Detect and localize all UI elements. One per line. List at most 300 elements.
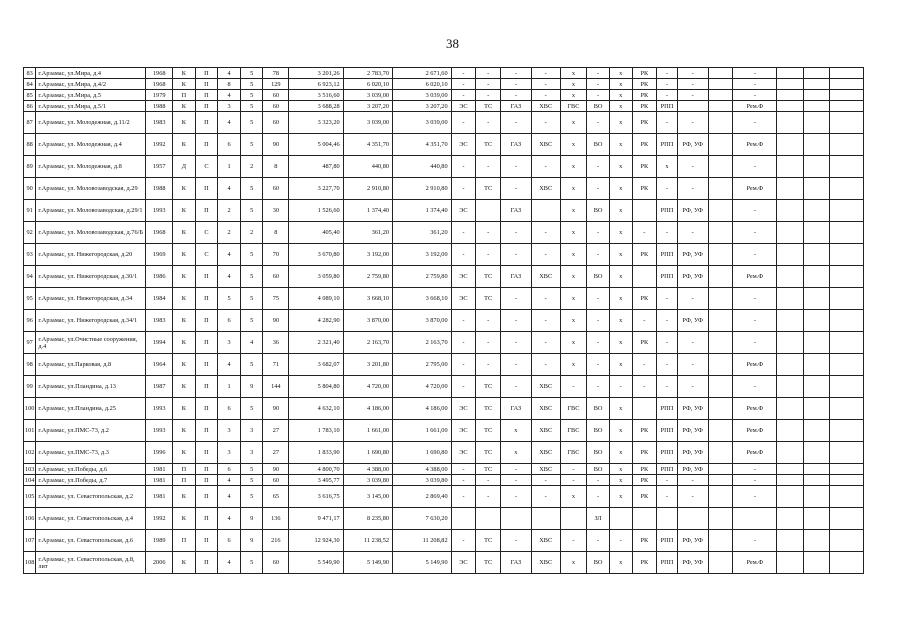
cell-gas: -	[500, 332, 531, 354]
cell-rpp: РПП	[657, 134, 678, 156]
cell-gas: -	[500, 79, 531, 90]
cell-residential-area: 3 039,00	[393, 90, 452, 101]
cell-col-x: -	[609, 376, 632, 398]
cell-col-c	[829, 222, 863, 244]
cell-facade: -	[677, 486, 708, 508]
cell-floors: 5	[240, 475, 263, 486]
cell-address: г.Арзамас, ул.Победы, д.7	[36, 475, 146, 486]
cell-living-area: 3 668,10	[343, 288, 392, 310]
cell-hot-water: х	[560, 552, 587, 574]
cell-heating: ТС	[476, 178, 501, 200]
cell-col-x: х	[609, 486, 632, 508]
cell-residential-area: 440,80	[393, 156, 452, 178]
table-row	[24, 112, 864, 134]
cell-floor-material: П	[195, 552, 218, 574]
cell-col-extra	[708, 288, 733, 310]
cell-row-number: 84	[24, 79, 36, 90]
cell-col-x: х	[609, 266, 632, 288]
cell-roof-repair: -	[632, 354, 657, 376]
cell-sewerage: -	[587, 244, 610, 266]
cell-col-extra	[708, 156, 733, 178]
cell-gas: -	[500, 310, 531, 332]
cell-col-b	[804, 486, 830, 508]
cell-floor-material: П	[195, 200, 218, 222]
cell-rpp: -	[657, 222, 678, 244]
cell-col-x: х	[609, 288, 632, 310]
cell-repair-fund: -	[733, 112, 777, 134]
cell-facade: РФ, УФ	[677, 552, 708, 574]
cell-repair-fund: -	[733, 244, 777, 266]
cell-col-extra	[708, 112, 733, 134]
cell-build-year: 1988	[146, 101, 173, 112]
cell-col-x: х	[609, 354, 632, 376]
cell-roof-repair: РК	[632, 486, 657, 508]
cell-cold-water: -	[531, 112, 560, 134]
cell-repair-fund: -	[733, 486, 777, 508]
cell-address: г.Арзамас, ул.Мира, д.5/1	[36, 101, 146, 112]
cell-hot-water: х	[560, 112, 587, 134]
cell-cold-water: ХВС	[531, 552, 560, 574]
cell-col-extra	[708, 178, 733, 200]
cell-col-a	[777, 486, 804, 508]
cell-total-area: 5 804,80	[289, 376, 343, 398]
cell-gas: х	[500, 420, 531, 442]
cell-build-year: 1957	[146, 156, 173, 178]
cell-col-c	[829, 112, 863, 134]
cell-living-area: 3 192,00	[343, 244, 392, 266]
cell-col-x: х	[609, 112, 632, 134]
cell-repair-fund: -	[733, 530, 777, 552]
cell-hot-water: х	[560, 332, 587, 354]
cell-sewerage: -	[587, 156, 610, 178]
cell-row-number: 95	[24, 288, 36, 310]
cell-heating: -	[476, 354, 501, 376]
cell-hot-water: х	[560, 288, 587, 310]
cell-facade: -	[677, 112, 708, 134]
cell-floors: 5	[240, 200, 263, 222]
cell-gas: -	[500, 112, 531, 134]
cell-wall-material: К	[173, 420, 196, 442]
cell-living-area: 2 163,70	[343, 332, 392, 354]
cell-build-year: 1979	[146, 90, 173, 101]
cell-gas: -	[500, 530, 531, 552]
cell-total-area: 9 471,17	[289, 508, 343, 530]
cell-address: г.Арзамас, ул.ПМС-73, д.2	[36, 420, 146, 442]
cell-col-b	[804, 222, 830, 244]
cell-residential-area: 2 163,70	[393, 332, 452, 354]
cell-residential-area: 2 759,80	[393, 266, 452, 288]
cell-floors: 5	[240, 90, 263, 101]
cell-total-area: 5 549,90	[289, 552, 343, 574]
cell-col-extra	[708, 420, 733, 442]
table-row	[24, 508, 864, 530]
cell-col-b	[804, 200, 830, 222]
cell-col-b	[804, 288, 830, 310]
cell-hot-water: х	[560, 79, 587, 90]
cell-col-extra	[708, 376, 733, 398]
cell-facade: -	[677, 288, 708, 310]
cell-address: г.Арзамас, ул.Мира, д.4	[36, 68, 146, 79]
cell-address: г.Арзамас, ул. Молодежная, д.4	[36, 134, 146, 156]
cell-col-c	[829, 266, 863, 288]
cell-col-a	[777, 222, 804, 244]
cell-build-year: 1987	[146, 376, 173, 398]
cell-repair-fund: -	[733, 310, 777, 332]
cell-heating: ТС	[476, 101, 501, 112]
cell-col-c	[829, 79, 863, 90]
cell-address: г.Арзамас, ул.Мира, д.5	[36, 90, 146, 101]
cell-row-number: 108	[24, 552, 36, 574]
cell-living-area: 1 661,00	[343, 420, 392, 442]
cell-sewerage: -	[587, 288, 610, 310]
cell-living-area: 3 039,80	[343, 475, 392, 486]
cell-facade: РФ, УФ	[677, 530, 708, 552]
cell-apartments: 78	[263, 68, 289, 79]
cell-col-b	[804, 475, 830, 486]
cell-col-x: х	[609, 134, 632, 156]
cell-col-c	[829, 288, 863, 310]
cell-heating	[476, 508, 501, 530]
cell-living-area: 4 186,00	[343, 398, 392, 420]
table-row	[24, 376, 864, 398]
cell-heating: ТС	[476, 134, 501, 156]
cell-repair-fund: Рем.Ф	[733, 442, 777, 464]
cell-electricity: -	[451, 354, 476, 376]
cell-total-area: 405,40	[289, 222, 343, 244]
cell-floors: 5	[240, 464, 263, 475]
cell-rpp: РПП	[657, 464, 678, 475]
cell-gas: -	[500, 464, 531, 475]
cell-residential-area: 4 351,70	[393, 134, 452, 156]
cell-entrances: 8	[218, 79, 241, 90]
cell-entrances: 2	[218, 222, 241, 244]
cell-floor-material: П	[195, 178, 218, 200]
cell-col-x: х	[609, 244, 632, 266]
cell-row-number: 106	[24, 508, 36, 530]
cell-row-number: 93	[24, 244, 36, 266]
cell-col-extra	[708, 310, 733, 332]
cell-col-x: х	[609, 398, 632, 420]
cell-roof-repair: РК	[632, 244, 657, 266]
cell-row-number: 99	[24, 376, 36, 398]
cell-address: г.Арзамас, ул. Моловозаводская, д.76/Б	[36, 222, 146, 244]
cell-entrances: 4	[218, 244, 241, 266]
cell-col-extra	[708, 442, 733, 464]
cell-col-c	[829, 530, 863, 552]
cell-address: г.Арзамас, ул. Моловозаводская, д.29/1	[36, 200, 146, 222]
cell-col-extra	[708, 266, 733, 288]
cell-floors: 5	[240, 486, 263, 508]
cell-sewerage: -	[587, 376, 610, 398]
cell-repair-fund: Рем.Ф	[733, 178, 777, 200]
cell-floors: 5	[240, 354, 263, 376]
cell-living-area: 6 020,10	[343, 79, 392, 90]
cell-electricity: -	[451, 486, 476, 508]
cell-roof-repair: -	[632, 310, 657, 332]
cell-total-area: 6 923,12	[289, 79, 343, 90]
cell-total-area: 1 833,90	[289, 442, 343, 464]
cell-build-year: 1989	[146, 530, 173, 552]
cell-floor-material: П	[195, 475, 218, 486]
cell-col-a	[777, 178, 804, 200]
cell-gas	[500, 508, 531, 530]
cell-living-area: 2 910,80	[343, 178, 392, 200]
cell-build-year: 1964	[146, 354, 173, 376]
cell-residential-area: 2 910,80	[393, 178, 452, 200]
cell-cold-water: -	[531, 310, 560, 332]
table-row	[24, 156, 864, 178]
cell-apartments: 60	[263, 178, 289, 200]
cell-residential-area: 4 720,00	[393, 376, 452, 398]
cell-gas: -	[500, 156, 531, 178]
cell-repair-fund: Рем.Ф	[733, 134, 777, 156]
cell-repair-fund: Рем.Ф	[733, 552, 777, 574]
cell-entrances: 6	[218, 530, 241, 552]
cell-row-number: 105	[24, 486, 36, 508]
cell-wall-material: К	[173, 332, 196, 354]
cell-col-c	[829, 486, 863, 508]
cell-address: г.Арзамас, ул. Молодежная, д.11/2	[36, 112, 146, 134]
cell-address: г.Арзамас, ул. Севастопольская, д.2	[36, 486, 146, 508]
cell-electricity: ЭС	[451, 420, 476, 442]
cell-cold-water: -	[531, 68, 560, 79]
cell-entrances: 4	[218, 552, 241, 574]
cell-col-c	[829, 464, 863, 475]
cell-hot-water: -	[560, 376, 587, 398]
cell-col-c	[829, 398, 863, 420]
cell-col-a	[777, 475, 804, 486]
cell-entrances: 1	[218, 376, 241, 398]
cell-col-x: х	[609, 79, 632, 90]
cell-repair-fund: -	[733, 68, 777, 79]
cell-apartments: 60	[263, 475, 289, 486]
cell-roof-repair: РК	[632, 134, 657, 156]
cell-col-b	[804, 244, 830, 266]
cell-floors: 9	[240, 376, 263, 398]
cell-total-area: 3 495,77	[289, 475, 343, 486]
cell-total-area: 4 632,10	[289, 398, 343, 420]
cell-sewerage: -	[587, 178, 610, 200]
cell-address: г.Арзамас, ул. Нижегородская, д.30/1	[36, 266, 146, 288]
cell-col-c	[829, 354, 863, 376]
cell-apartments: 60	[263, 552, 289, 574]
cell-cold-water: -	[531, 475, 560, 486]
cell-heating: -	[476, 486, 501, 508]
cell-row-number: 85	[24, 90, 36, 101]
cell-living-area: 1 690,80	[343, 442, 392, 464]
cell-col-c	[829, 244, 863, 266]
cell-residential-area: 3 668,10	[393, 288, 452, 310]
cell-cold-water: ХВС	[531, 464, 560, 475]
cell-floors: 9	[240, 530, 263, 552]
cell-electricity: -	[451, 464, 476, 475]
cell-col-extra	[708, 530, 733, 552]
cell-entrances: 4	[218, 90, 241, 101]
cell-col-x: х	[609, 90, 632, 101]
cell-floors: 5	[240, 112, 263, 134]
cell-facade	[677, 101, 708, 112]
cell-address: г.Арзамас, ул.Пландина, д.13	[36, 376, 146, 398]
cell-rpp: -	[657, 288, 678, 310]
cell-address: г.Арзамас, ул.ПМС-73, д.3	[36, 442, 146, 464]
cell-rpp: РПП	[657, 398, 678, 420]
cell-sewerage: -	[587, 112, 610, 134]
cell-floors: 5	[240, 310, 263, 332]
cell-row-number: 104	[25, 476, 35, 484]
table-row	[24, 244, 864, 266]
cell-floor-material: П	[195, 101, 218, 112]
cell-row-number: 100	[24, 398, 36, 420]
cell-build-year: 1983	[146, 112, 173, 134]
cell-address: г.Арзамас, ул. Севастопольская, д.6	[36, 530, 146, 552]
cell-roof-repair: РК	[632, 530, 657, 552]
cell-repair-fund: -	[733, 288, 777, 310]
cell-total-area: 1 783,10	[289, 420, 343, 442]
cell-facade: -	[677, 90, 708, 101]
cell-gas: ГАЗ	[500, 200, 531, 222]
cell-roof-repair	[632, 398, 657, 420]
cell-entrances: 3	[218, 420, 241, 442]
cell-facade: -	[677, 68, 708, 79]
cell-residential-area: 5 149,90	[393, 552, 452, 574]
cell-col-x: х	[609, 464, 632, 475]
cell-facade: РФ, УФ	[677, 442, 708, 464]
cell-wall-material: К	[173, 266, 196, 288]
cell-apartments: 71	[263, 354, 289, 376]
cell-rpp: РПП	[657, 200, 678, 222]
cell-col-a	[777, 288, 804, 310]
table-row	[24, 266, 864, 288]
cell-roof-repair: РК	[632, 178, 657, 200]
cell-rpp: РПП	[657, 266, 678, 288]
cell-roof-repair: РК	[632, 101, 657, 112]
cell-electricity: ЭС	[451, 134, 476, 156]
cell-floors: 5	[240, 266, 263, 288]
cell-roof-repair	[632, 508, 657, 530]
cell-col-b	[804, 90, 830, 101]
cell-roof-repair: РК	[632, 464, 657, 475]
cell-total-area: 3 516,60	[289, 90, 343, 101]
cell-sewerage: -	[587, 310, 610, 332]
cell-electricity	[451, 508, 476, 530]
cell-heating: -	[476, 68, 501, 79]
cell-rpp	[657, 508, 678, 530]
cell-col-b	[804, 530, 830, 552]
cell-hot-water: ГВС	[560, 420, 587, 442]
cell-col-extra	[708, 475, 733, 486]
cell-col-a	[777, 420, 804, 442]
housing-register-table	[23, 67, 864, 574]
cell-total-area: 2 321,40	[289, 332, 343, 354]
cell-entrances: 4	[218, 266, 241, 288]
cell-rpp: РПП	[657, 101, 678, 112]
cell-entrances: 4	[218, 354, 241, 376]
cell-electricity: ЭС	[451, 288, 476, 310]
cell-living-area: 3 039,00	[343, 112, 392, 134]
cell-build-year: 1981	[146, 464, 173, 475]
cell-entrances: 4	[218, 112, 241, 134]
cell-hot-water: х	[560, 68, 587, 79]
cell-entrances: 4	[218, 508, 241, 530]
cell-repair-fund: Рем.Ф	[733, 101, 777, 112]
cell-electricity: ЭС	[451, 266, 476, 288]
cell-entrances: 4	[218, 486, 241, 508]
table-row	[24, 552, 864, 574]
cell-heating: ТС	[476, 376, 501, 398]
cell-residential-area: 1 690,80	[393, 442, 452, 464]
cell-electricity: -	[451, 376, 476, 398]
cell-heating: -	[476, 332, 501, 354]
cell-col-x: -	[609, 530, 632, 552]
cell-facade: РФ, УФ	[677, 464, 708, 475]
cell-col-c	[829, 101, 863, 112]
cell-hot-water: х	[560, 266, 587, 288]
cell-floors: 5	[240, 288, 263, 310]
cell-col-c	[829, 90, 863, 101]
cell-gas: ГАЗ	[500, 101, 531, 112]
cell-sewerage: -	[587, 354, 610, 376]
cell-heating: -	[476, 90, 501, 101]
cell-residential-area: 3 192,00	[393, 244, 452, 266]
cell-floors: 5	[240, 398, 263, 420]
cell-row-number: 90	[24, 178, 36, 200]
cell-cold-water: ХВС	[531, 376, 560, 398]
cell-sewerage: ВО	[587, 200, 610, 222]
cell-row-number: 98	[24, 354, 36, 376]
cell-total-area: 3 682,07	[289, 354, 343, 376]
cell-hot-water: х	[560, 156, 587, 178]
cell-build-year: 1981	[146, 486, 173, 508]
cell-hot-water: х	[560, 486, 587, 508]
cell-build-year: 1968	[146, 68, 173, 79]
cell-gas: -	[500, 90, 531, 101]
cell-heating: -	[476, 112, 501, 134]
cell-gas: ГАЗ	[500, 266, 531, 288]
cell-row-number: 102	[24, 442, 36, 464]
cell-hot-water: х	[560, 134, 587, 156]
table-row	[24, 332, 864, 354]
cell-facade: РФ, УФ	[677, 420, 708, 442]
cell-living-area: 11 238,52	[343, 530, 392, 552]
cell-wall-material: К	[173, 310, 196, 332]
cell-floor-material: П	[195, 266, 218, 288]
cell-heating: ТС	[476, 398, 501, 420]
cell-hot-water: х	[560, 354, 587, 376]
cell-address: г.Арзамас, ул. Нижегородская, д.34	[36, 288, 146, 310]
cell-heating: ТС	[476, 552, 501, 574]
cell-residential-area: 1 661,00	[393, 420, 452, 442]
cell-wall-material: К	[173, 288, 196, 310]
cell-col-a	[777, 332, 804, 354]
cell-col-x: х	[609, 552, 632, 574]
cell-col-a	[777, 134, 804, 156]
cell-living-area: 2 783,70	[343, 68, 392, 79]
cell-hot-water: х	[560, 90, 587, 101]
cell-floor-material: П	[195, 354, 218, 376]
cell-rpp: -	[657, 376, 678, 398]
cell-col-a	[777, 376, 804, 398]
cell-hot-water: -	[560, 464, 587, 475]
cell-apartments: 27	[263, 420, 289, 442]
cell-residential-area: 3 039,80	[393, 475, 452, 486]
cell-col-b	[804, 552, 830, 574]
cell-wall-material: К	[173, 68, 196, 79]
cell-col-c	[829, 134, 863, 156]
cell-living-area: 3 145,00	[343, 486, 392, 508]
cell-wall-material: К	[173, 79, 196, 90]
cell-col-x: х	[609, 101, 632, 112]
cell-row-number: 88	[24, 134, 36, 156]
